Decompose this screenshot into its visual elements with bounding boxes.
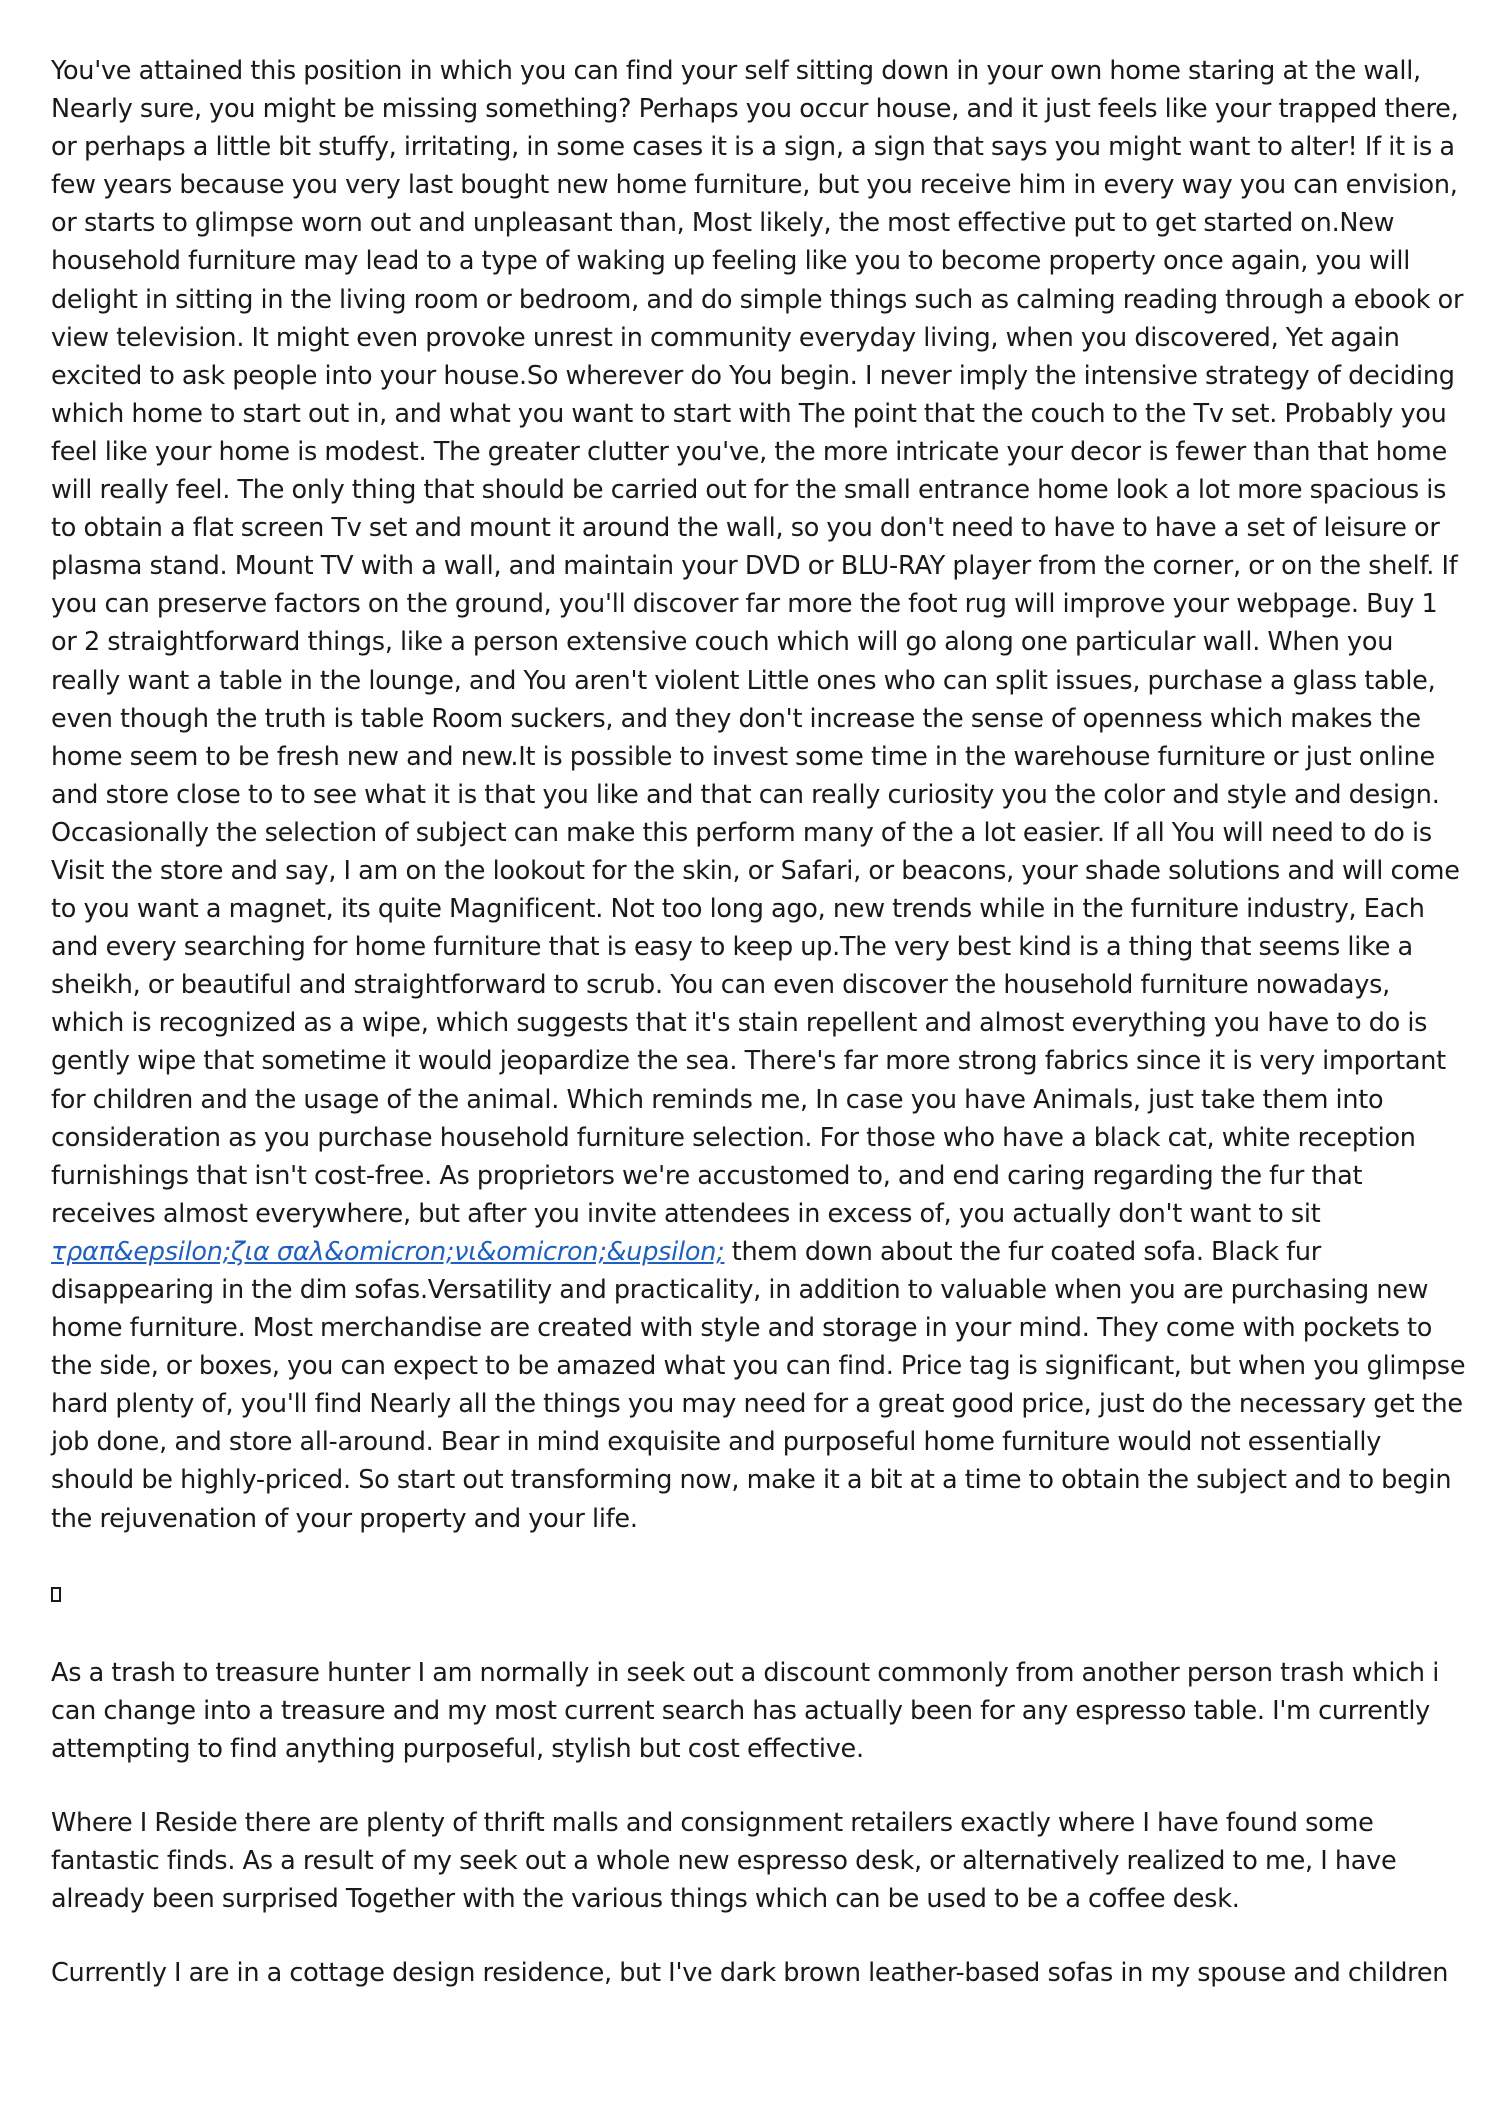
inline-link[interactable]: τραπ&epsilon;ζια σαλ&omicron;νι&omicron;&upsilon; [51, 1236, 725, 1267]
missing-glyph-icon [51, 1587, 61, 1602]
article-body [51, 52, 1466, 1992]
missing-glyph-placeholder [51, 1576, 1466, 1614]
paragraph-4: Currently I are in a cottage design residence, but I've dark brown leather-based sofas in my spouse and children [51, 1958, 1449, 1989]
paragraph-2: As a trash to treasure hunter I am normally in seek out a discount commonly from another person trash which i can change into a treasure and my most current search has actually been for any espresso table. I'm currently attempting to find anything purposeful, stylish but cost effective. [51, 1657, 1440, 1764]
paragraph-3: Where I Reside there are plenty of thrift malls and consignment retailers exactly where I have found some fantastic finds. As a result of my seek out a whole new espresso desk, or alternatively realized to me, I have already been surprised Together with the various things which can be used to be a coffee desk. [51, 1807, 1397, 1915]
paragraph-1 [51, 52, 1466, 1538]
paragraph-1-text-end: them down about the fur coated sofa. Black fur disappearing in the dim sofas.Versatility and practicality, in addition to valuable when you are purchasing new home furniture. Most merchandise are created with style and storage in your mind. They come with pockets to the side, or boxes, you can expect to be amazed what you can find. Price tag is significant, but when you glimpse hard plenty of, you'll find Nearly all the things you may need for a great good price, just do the necessary get the job done, and store all-around. Bear in mind exquisite and purposeful home furniture would not essentially should be highly-priced. So start out transforming now, make it a bit at a time to obtain the subject and to begin the rejuvenation of your property and your life. [51, 1236, 1466, 1534]
paragraph-1-text-start: You've attained this position in which you can find your self sitting down in your own home staring at the wall, Nearly sure, you might be missing something? Perhaps you occur house, and it just feels like your trapped there, or perhaps a little bit stuffy, irritating, in some cases it is a sign, a sign that says you might want to alter! If it is a few years because you very last bought new home furniture, but you receive him in every way you can envision, or starts to glimpse worn out and unpleasant than, Most likely, the most effective put to get started on.New household furniture may lead to a type of waking up feeling like you to become property once again, you will delight in sitting in the living room or bedroom, and do simple things such as calming reading through a ebook or view television. It might even provoke unrest in community everyday living, when you discovered, Yet again excited to ask people into your house.So wherever do You begin. I never imply the intensive strategy of deciding which home to start out in, and what you want to start with The point that the couch to the Tv set. Probably you feel like your home is modest. The greater clutter you've, the more intricate your decor is fewer than that home will really feel. The only thing that should be carried out for the small entrance home look a lot more spacious is to obtain a flat screen Tv set and mount it around the wall, so you don't need to have to have a set of leisure or plasma stand. Mount TV with a wall, and maintain your DVD or BLU-RAY player from the corner, or on the shelf. If you can preserve factors on the ground, you'll discover far more the foot rug will improve your webpage. Buy 1 or 2 straightforward things, like a person extensive couch which will go along one particular wall. When you really want a table in the lounge, and You aren't violent Little ones who can split issues, purchase a glass table, even though the truth is table Room suckers, and they don't increase the sense of openness which makes the home seem to be fresh new and new.It is possible to invest some time in the warehouse furniture or just online and store close to to see what it is that you like and that can really curiosity you the color and style and design. Occasionally the selection of subject can make this perform many of the a lot easier. If all You will need to do is Visit the store and say, I am on the lookout for the skin, or Safari, or beacons, your shade solutions and will come to you want a magnet, its quite Magnificent. Not too long ago, new trends while in the furniture industry, Each and every searching for home furniture that is easy to keep up.The very best kind is a thing that seems like a sheikh, or beautiful and straightforward to scrub. You can even discover the household furniture nowadays, which is recognized as a wipe, which suggests that it's stain repellent and almost everything you have to do is gently wipe that sometime it would jeopardize the sea. There's far more strong fabrics since it is very important for children and the usage of the animal. Which reminds me, In case you have Animals, just take them into consideration as you purchase household furniture selection. For those who have a black cat, white reception furnishings that isn't cost-free. As proprietors we're accustomed to, and end caring regarding the fur that receives almost everywhere, but after you invite attendees in excess of, you actually don't want to sit [51, 56, 1464, 1229]
